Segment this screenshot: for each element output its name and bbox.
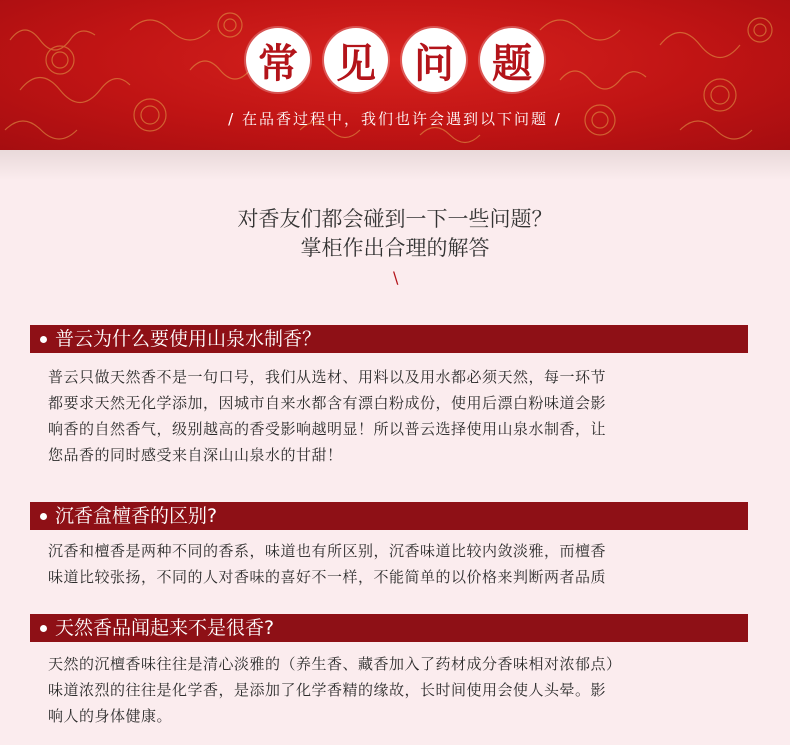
intro-line: 掌柜作出合理的解答 [300,236,490,260]
faq-question-bar [30,325,748,353]
answer-line: 您品香的同时感受来自深山山泉水的甘甜！ [48,446,343,464]
intro-line: 对香友们都会碰到一下一些问题？ [237,207,553,231]
faq-answer [48,651,748,729]
answer-line: 天然的沉檀香味往往是清心淡雅的（养生香、藏香加入了药材成分香味相对浓郁点） [48,655,622,673]
answer-line: 响人的身体健康。 [48,707,173,725]
title-char: 问 [402,28,466,92]
faq-question: 沉香盒檀香的区别? [55,505,218,527]
header-banner [0,0,790,150]
decorative-slash: \ [393,268,399,287]
intro-text [0,205,790,263]
bullet-icon [40,625,47,632]
faq-answer [48,538,748,590]
divider-band [0,150,790,180]
title-char: 见 [324,28,388,92]
answer-line: 普云只做天然香不是一句口号，我们从选材、用料以及用水都必须天然，每一环节 [48,368,607,386]
faq-question-bar [30,502,748,530]
answer-line: 都要求天然无化学添加，因城市自来水都含有漂白粉成份，使用后漂白粉味道会影 [48,394,607,412]
page-title [0,28,790,92]
faq-question: 普云为什么要使用山泉水制香？ [55,328,322,350]
answer-line: 味道比较张扬，不同的人对香味的喜好不一样，不能简单的以价格来判断两者品质 [48,568,607,586]
faq-answer [48,364,748,468]
faq-question: 天然香品闻起来不是很香? [55,617,275,639]
page-subtitle: / 在品香过程中，我们也许会遇到以下问题 / [228,110,562,128]
title-char: 常 [246,28,310,92]
answer-line: 沉香和檀香是两种不同的香系，味道也有所区别，沉香味道比较内敛淡雅，而檀香 [48,542,607,560]
bullet-icon [40,513,47,520]
answer-line: 响香的自然香气，级别越高的香受影响越明显！所以普云选择使用山泉水制香，让 [48,420,607,438]
bullet-icon [40,336,47,343]
faq-question-bar [30,614,748,642]
title-char: 题 [480,28,544,92]
answer-line: 味道浓烈的往往是化学香，是添加了化学香精的缘故，长时间使用会使人头晕。影 [48,681,607,699]
